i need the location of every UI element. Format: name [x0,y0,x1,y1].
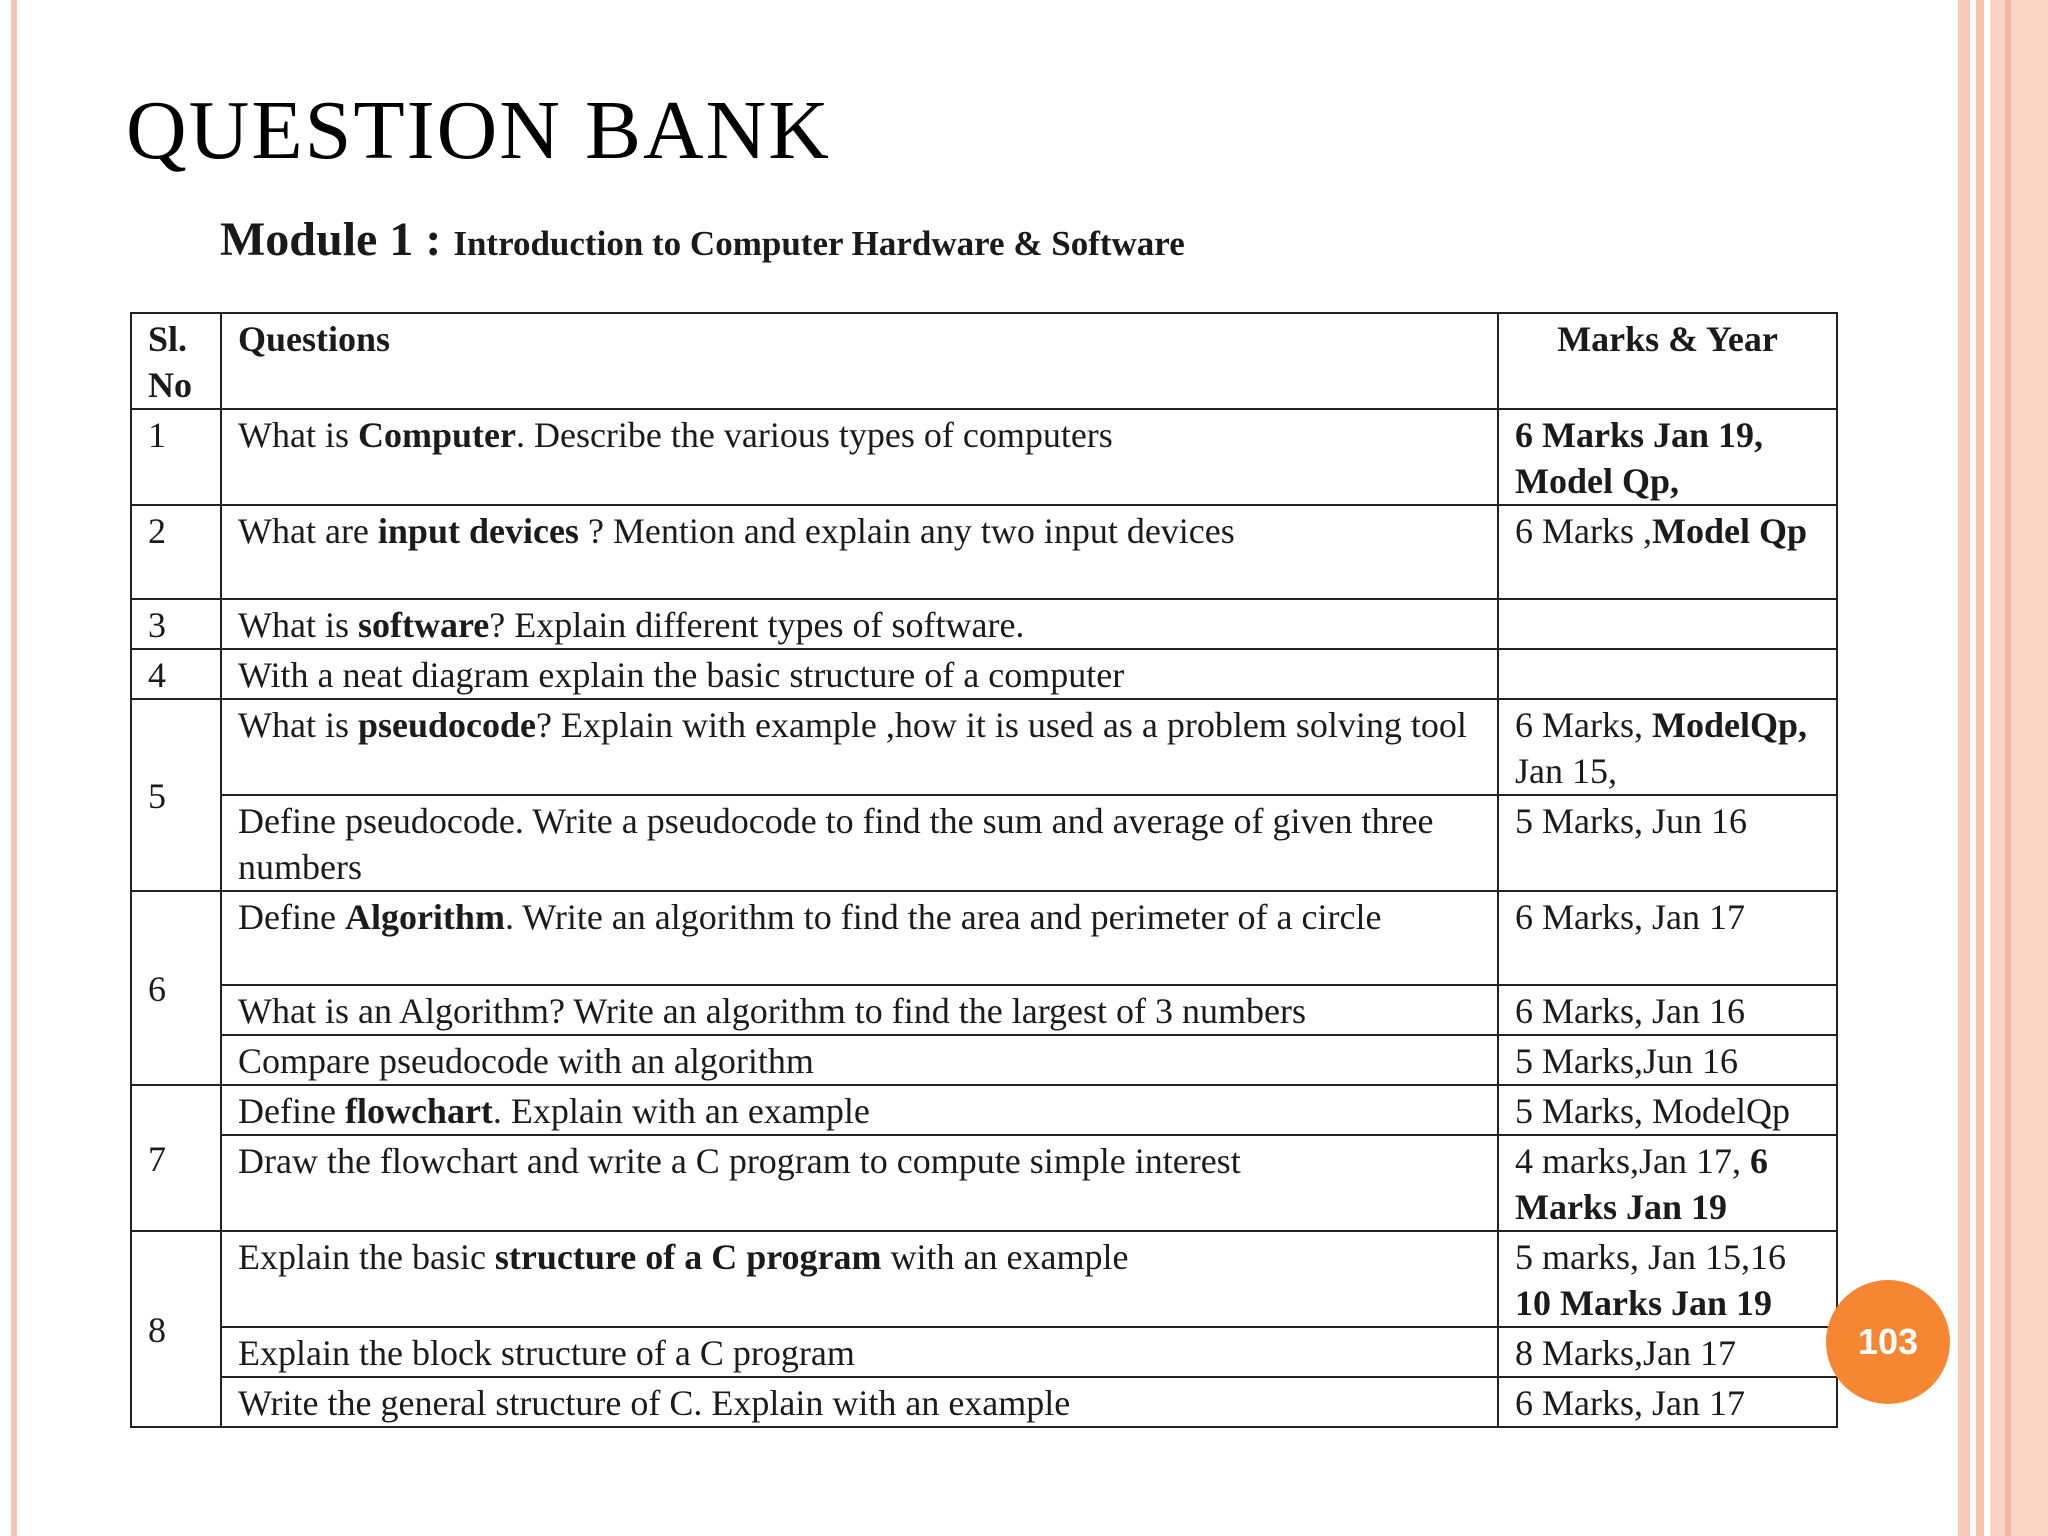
question-cell [221,699,1498,795]
question-text-segment: Draw the flowchart and write a C program to compute simple interest [238,1141,1241,1181]
question-text-segment: with an example [881,1237,1129,1277]
marks-text-segment: 5 Marks, ModelQp [1515,1091,1790,1131]
question-cell [221,1085,1498,1135]
question-cell [221,1377,1498,1427]
marks-text-segment: 5 marks, Jan 15,16 [1515,1237,1786,1277]
question-text-segment: . Write an algorithm to find the area and perimeter of a circle [504,897,1382,937]
question-text-segment: Write the general structure of C. Explain with an example [238,1383,1071,1423]
marks-text-segment: Model Qp [1652,511,1808,551]
question-text-segment: Algorithm [344,897,505,937]
marks-text-segment: Jan 15, [1515,751,1617,791]
right-decor-stripe [1958,0,1970,1536]
module-heading [220,212,1185,267]
marks-text-segment: 10 Marks Jan 19 [1515,1283,1773,1323]
question-cell [221,599,1498,649]
question-cell [221,1035,1498,1085]
table-row [131,985,1837,1035]
marks-year-cell [1498,1135,1837,1231]
sl-no-cell: 6 [131,891,221,1085]
marks-text-segment: 5 Marks,Jun 16 [1515,1041,1738,1081]
question-text-segment: ? Explain with example ,how it is used as a problem solving tool [536,705,1467,745]
marks-year-cell [1498,1377,1837,1427]
slide-title: QUESTION BANK [126,84,831,177]
table-row [131,1035,1837,1085]
question-text-segment: structure of a C program [494,1237,882,1277]
header-sl-line2: No [148,365,192,405]
right-decor-band [1990,0,2048,1536]
marks-text-segment: 6 Marks , [1515,511,1652,551]
marks-year-cell [1498,891,1837,985]
sl-no-cell: 7 [131,1085,221,1231]
marks-year-cell [1498,1085,1837,1135]
question-text-segment: What is [238,415,358,455]
table-row [131,599,1837,649]
marks-text-segment: 6 Marks, [1515,705,1652,745]
module-name: Introduction to Computer Hardware & Software [453,224,1185,263]
header-marks-year: Marks & Year [1498,313,1837,409]
question-text-segment: input devices [377,511,579,551]
table-row [131,891,1837,985]
question-text-segment: Computer [357,415,516,455]
question-cell [221,505,1498,599]
question-text-segment: ? Mention and explain any two input devices [578,511,1235,551]
sl-no-cell: 4 [131,649,221,699]
question-text-segment: Define pseudocode. Write a pseudocode to find the sum and average of given three numbers [238,801,1434,887]
question-table [130,312,1838,1428]
table-header-row [131,313,1837,409]
question-text-segment: flowchart [344,1091,493,1131]
header-sl-no [131,313,221,409]
marks-text-segment: 6 Marks Jan 19, Model Qp, [1515,415,1764,501]
module-prefix: Module 1 : [220,213,454,266]
marks-year-cell [1498,1327,1837,1377]
question-text-segment: software [357,605,490,645]
marks-text-segment: 6 Marks, Jan 17 [1515,897,1745,937]
question-cell [221,795,1498,891]
marks-text-segment: 5 Marks, Jun 16 [1515,801,1747,841]
question-cell [221,1135,1498,1231]
sl-no-cell: 1 [131,409,221,505]
question-table-container [130,312,1836,1423]
sl-no-cell: 5 [131,699,221,891]
left-border-line [11,0,17,1536]
marks-year-cell [1498,985,1837,1035]
table-row [131,699,1837,795]
question-text-segment: Define [238,1091,345,1131]
question-text-segment: Explain the block structure of a C program [238,1333,855,1373]
question-cell [221,649,1498,699]
question-cell [221,1231,1498,1327]
marks-year-cell [1498,505,1837,599]
sl-no-cell: 8 [131,1231,221,1427]
table-row [131,795,1837,891]
marks-text-segment: 6 Marks Jan 19 [1515,1141,1768,1227]
table-row [131,649,1837,699]
question-text-segment: What are [238,511,378,551]
table-row [131,1085,1837,1135]
question-cell [221,1327,1498,1377]
table-row [131,409,1837,505]
table-row [131,1231,1837,1327]
question-text-segment: Define [238,897,345,937]
question-text-segment: What is [238,705,358,745]
question-cell [221,985,1498,1035]
right-decor-stripe [1976,0,1984,1536]
marks-year-cell [1498,1231,1837,1327]
marks-year-cell [1498,599,1837,649]
question-text-segment: . Explain with an example [492,1091,870,1131]
marks-year-cell [1498,409,1837,505]
marks-year-cell [1498,649,1837,699]
sl-no-cell: 2 [131,505,221,599]
marks-text-segment: ModelQp, [1652,705,1808,745]
table-row [131,1377,1837,1427]
table-row [131,1327,1837,1377]
marks-text-segment: 8 Marks,Jan 17 [1515,1333,1736,1373]
question-text-segment: Compare pseudocode with an algorithm [238,1041,814,1081]
question-text-segment: ? Explain different types of software. [489,605,1025,645]
question-text-segment: . Describe the various types of computers [515,415,1113,455]
marks-year-cell [1498,795,1837,891]
marks-year-cell [1498,699,1837,795]
question-cell [221,409,1498,505]
marks-text-segment: 4 marks,Jan 17, [1515,1141,1750,1181]
question-text-segment: What is [238,605,358,645]
marks-year-cell [1498,1035,1837,1085]
table-row [131,1135,1837,1231]
marks-text-segment: 6 Marks, Jan 17 [1515,1383,1745,1423]
header-questions: Questions [221,313,1498,409]
question-cell [221,891,1498,985]
header-sl-line1: Sl. [148,319,188,359]
page-number-badge: 103 [1826,1280,1950,1404]
question-text-segment: What is an Algorithm? Write an algorithm to find the largest of 3 numbers [238,991,1306,1031]
question-text-segment: Explain the basic [238,1237,495,1277]
question-text-segment: With a neat diagram explain the basic structure of a computer [238,655,1125,695]
table-row [131,505,1837,599]
right-decor-stripe [2005,0,2011,1536]
marks-text-segment: 6 Marks, Jan 16 [1515,991,1745,1031]
question-text-segment: pseudocode [357,705,537,745]
sl-no-cell: 3 [131,599,221,649]
